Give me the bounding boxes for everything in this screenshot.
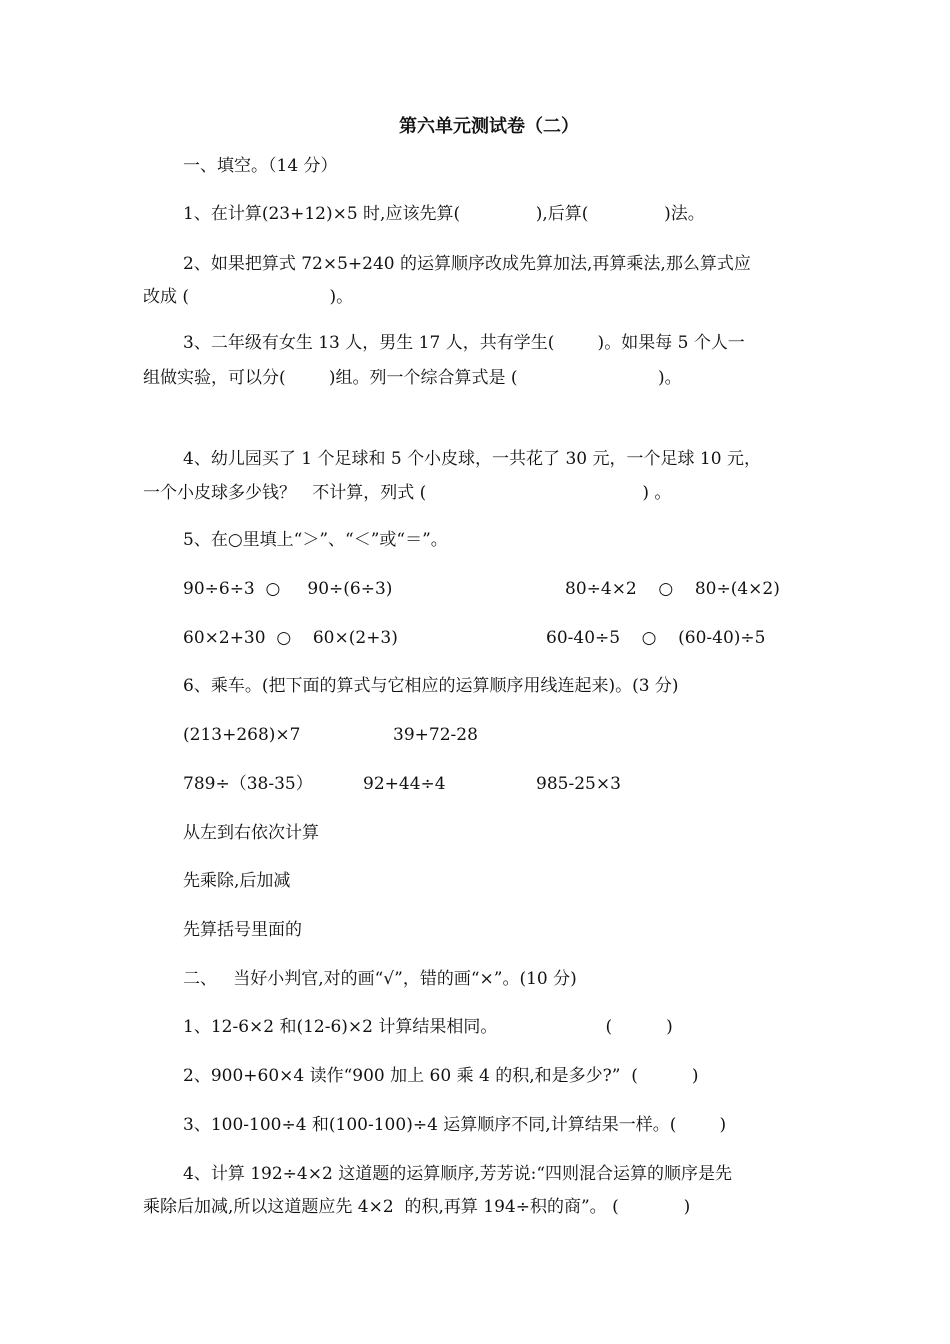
- judge-4-line-1: 4、计算 192÷4×2 这道题的运算顺序,芳芳说:“四则混合运算的顺序是先: [183, 1164, 733, 1184]
- question-4-line-2: 一个小皮球多少钱？ 不计算，列式 ( ) 。: [143, 483, 672, 503]
- section-1-heading: 一、填空。（14 分）: [183, 156, 338, 176]
- expression-item: 985-25×3: [536, 774, 621, 794]
- page-title: 第六单元测试卷（二）: [399, 116, 579, 137]
- question-2-line-2: 改成 ( )。: [143, 287, 354, 307]
- order-item: 从左到右依次计算: [183, 823, 319, 843]
- question-4-line-1: 4、幼儿园买了 1 个足球和 5 个小皮球，一共花了 30 元，一个足球 10 元，: [183, 449, 761, 469]
- question-3-line-2: 组做实验，可以分( )组。列一个综合算式是 ( )。: [143, 368, 682, 388]
- question-3-line-1: 3、二年级有女生 13 人，男生 17 人，共有学生( )。如果每 5 个人一: [183, 333, 745, 353]
- order-item: 先乘除,后加减: [183, 871, 291, 891]
- compare-item: 80÷4×2 ○ 80÷(4×2): [565, 579, 780, 599]
- judge-2: 2、900+60×4 读作“900 加上 60 乘 4 的积,和是多少?” ( ): [183, 1066, 699, 1086]
- expression-item: 92+44÷4: [363, 774, 446, 794]
- expression-item: (213+268)×7: [183, 725, 301, 745]
- compare-item: 90÷6÷3 ○ 90÷(6÷3): [183, 579, 393, 599]
- compare-item: 60×2+30 ○ 60×(2+3): [183, 628, 398, 648]
- judge-3: 3、100-100÷4 和(100-100)÷4 运算顺序不同,计算结果一样。( ): [183, 1115, 727, 1135]
- compare-item: 60-40÷5 ○ (60-40)÷5: [546, 628, 766, 648]
- expression-item: 39+72-28: [393, 725, 478, 745]
- judge-1: 1、12-6×2 和(12-6)×2 计算结果相同。 ( ): [183, 1017, 673, 1037]
- question-1: 1、在计算(23+12)×5 时,应该先算( ),后算( )法。: [183, 204, 705, 224]
- question-5: 5、在○里填上“＞”、“＜”或“＝”。: [183, 530, 448, 550]
- expression-item: 789÷（38-35）: [183, 774, 313, 794]
- question-6: 6、乘车。(把下面的算式与它相应的运算顺序用线连起来)。(3 分): [183, 676, 679, 696]
- judge-4-line-2: 乘除后加减,所以这道题应先 4×2 的积,再算 194÷积的商”。 ( ): [143, 1197, 691, 1217]
- order-item: 先算括号里面的: [183, 920, 302, 940]
- section-2-heading: 二、 当好小判官,对的画“√”，错的画“×”。(10 分): [183, 969, 577, 989]
- question-2-line-1: 2、如果把算式 72×5+240 的运算顺序改成先算加法,再算乘法,那么算式应: [183, 254, 751, 274]
